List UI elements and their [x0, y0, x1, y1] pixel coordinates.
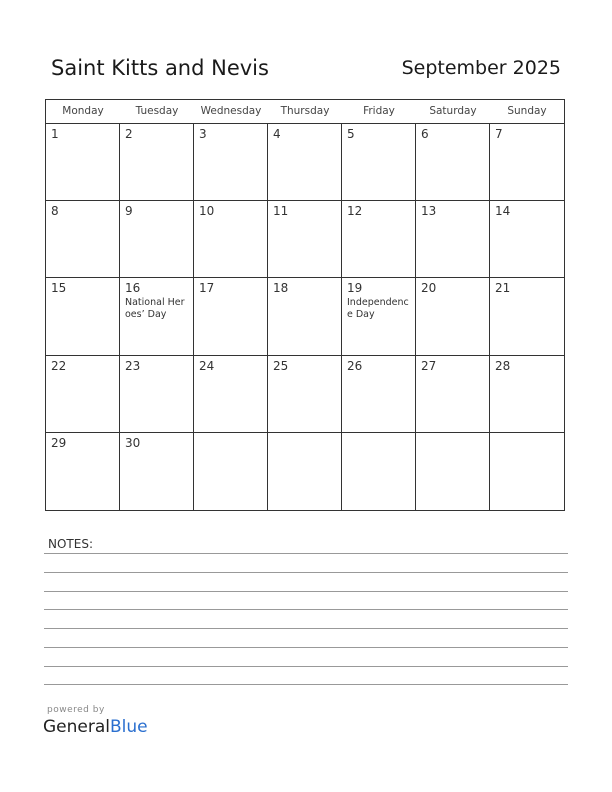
day-number: 24: [199, 358, 215, 373]
day-cell: [268, 356, 342, 433]
holiday-label: National Heroes’ Day: [125, 297, 185, 321]
day-cell: [416, 433, 490, 510]
day-number: 15: [51, 281, 67, 296]
day-number: 19: [347, 281, 363, 296]
day-cell: [120, 124, 194, 201]
day-number: 30: [125, 435, 141, 450]
notes-label: NOTES:: [48, 537, 93, 551]
day-number: 29: [51, 435, 67, 450]
day-cell: [342, 124, 416, 201]
day-cell: [342, 356, 416, 433]
note-line: [44, 609, 568, 610]
day-cell: [194, 356, 268, 433]
day-cell: [416, 278, 490, 355]
day-number: 9: [125, 204, 133, 219]
day-cell: [342, 278, 416, 355]
weekday-label: Saturday: [429, 105, 477, 117]
day-number: 23: [125, 358, 141, 373]
note-line: [44, 591, 568, 592]
day-cell: [120, 433, 194, 510]
day-number: 5: [347, 127, 355, 141]
powered-by-text: powered by: [47, 705, 105, 715]
day-number: 6: [421, 127, 429, 141]
day-number: 22: [51, 358, 67, 373]
day-number: 14: [495, 204, 511, 219]
weekday-label: Tuesday: [135, 105, 179, 117]
day-cell: [268, 201, 342, 278]
day-number: 20: [421, 281, 437, 296]
day-cell: [120, 356, 194, 433]
day-number: 7: [495, 127, 503, 141]
day-cell: [120, 278, 194, 355]
holiday-label: Independence Day: [347, 297, 409, 321]
day-cell: [490, 356, 564, 433]
weekday-label: Wednesday: [200, 105, 262, 117]
note-line: [44, 628, 568, 629]
day-number: 10: [199, 204, 215, 219]
day-cell: [120, 201, 194, 278]
day-number: 26: [347, 358, 363, 373]
day-number: 1: [51, 127, 59, 141]
day-cell: [268, 278, 342, 355]
note-line: [44, 684, 568, 685]
day-number: 2: [125, 127, 133, 141]
day-number: 16: [125, 281, 141, 296]
day-cell: [342, 201, 416, 278]
day-number: 21: [495, 281, 511, 296]
day-cell: [416, 356, 490, 433]
day-number: 12: [347, 204, 363, 219]
weekday-label: Thursday: [280, 105, 330, 117]
day-cell: [342, 433, 416, 510]
month-title: September 2025: [401, 57, 561, 79]
calendar-grid: [45, 99, 565, 511]
country-title: Saint Kitts and Nevis: [51, 56, 269, 80]
day-cell: [490, 278, 564, 355]
day-cell: [490, 433, 564, 510]
generalblue-logo: [43, 717, 148, 737]
weekday-header-row: [46, 100, 564, 124]
day-cell: [416, 201, 490, 278]
day-cell: [416, 124, 490, 201]
brand-part-general: General: [43, 717, 110, 737]
day-number: 25: [273, 358, 289, 373]
day-cell: [490, 201, 564, 278]
day-number: 28: [495, 358, 511, 373]
day-cell: [194, 278, 268, 355]
day-number: 4: [273, 127, 281, 141]
weekday-label: Friday: [363, 105, 395, 117]
note-line: [44, 666, 568, 667]
note-line: [44, 553, 568, 554]
day-cell: [46, 278, 120, 355]
day-cell: [268, 433, 342, 510]
note-line: [44, 572, 568, 573]
day-cell: [268, 124, 342, 201]
day-cell: [194, 433, 268, 510]
weekday-label: Monday: [62, 105, 104, 117]
day-number: 17: [199, 281, 215, 296]
note-line: [44, 647, 568, 648]
day-number: 18: [273, 281, 289, 296]
weeks-grid: [46, 124, 564, 510]
weekday-label: Sunday: [507, 105, 547, 117]
day-cell: [46, 433, 120, 510]
day-cell: [46, 124, 120, 201]
day-cell: [194, 201, 268, 278]
day-cell: [194, 124, 268, 201]
day-number: 13: [421, 204, 437, 219]
brand-part-blue: Blue: [110, 717, 148, 737]
day-cell: [46, 201, 120, 278]
day-number: 27: [421, 358, 437, 373]
day-cell: [490, 124, 564, 201]
day-number: 11: [273, 204, 289, 219]
day-number: 8: [51, 204, 59, 219]
day-number: 3: [199, 127, 207, 141]
day-cell: [46, 356, 120, 433]
